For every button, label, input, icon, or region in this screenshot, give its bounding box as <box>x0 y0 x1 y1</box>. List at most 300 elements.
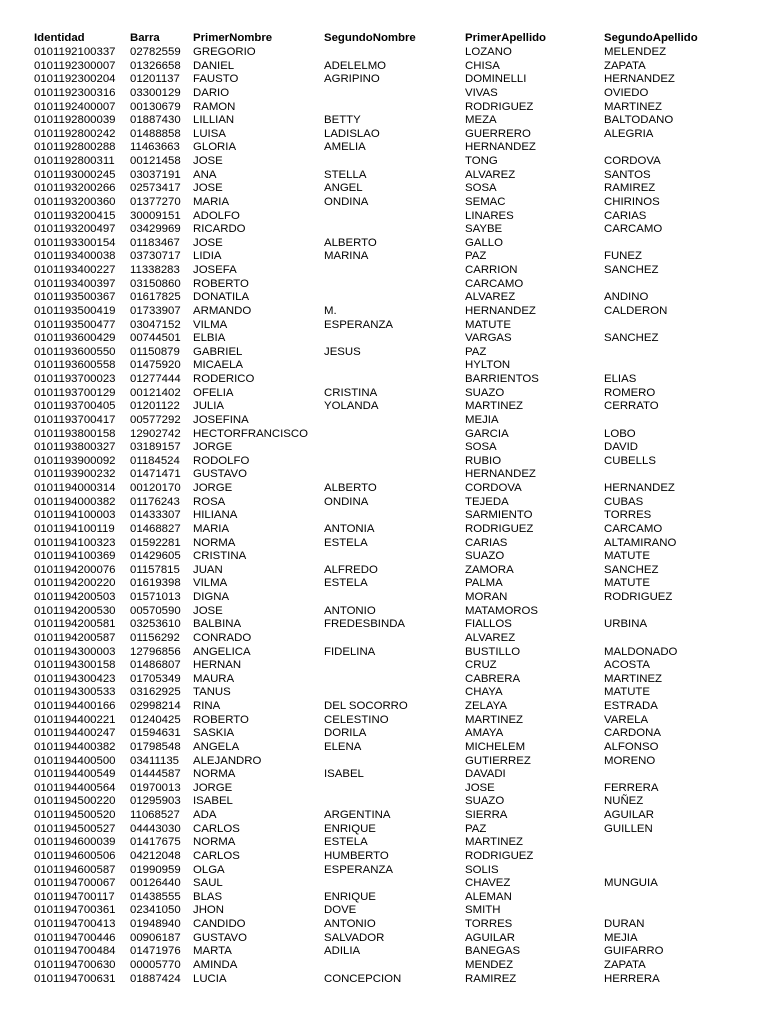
table-row <box>34 864 714 878</box>
cell-segundo-apellido: MATUTE <box>604 550 650 563</box>
cell-identidad: 0101193800327 <box>34 441 116 454</box>
cell-primer-apellido: HERNANDEZ <box>465 468 536 481</box>
cell-segundo-nombre: STELLA <box>324 168 367 181</box>
cell-segundo-apellido: MALDONADO <box>604 645 678 658</box>
cell-primer-nombre: HERNAN <box>193 659 242 672</box>
cell-segundo-nombre <box>324 632 465 646</box>
cell-barra: 01798548 <box>130 740 181 753</box>
cell-segundo-nombre: LADISLAO <box>324 127 380 140</box>
cell-primer-apellido: PALMA <box>465 577 503 590</box>
table-row <box>34 632 714 646</box>
cell-segundo-nombre <box>324 46 465 60</box>
header-barra: Barra <box>130 32 160 44</box>
cell-barra: 00121458 <box>130 155 181 167</box>
cell-primer-apellido: MEJIA <box>465 413 499 426</box>
table-row <box>34 237 714 251</box>
cell-identidad: 0101193500367 <box>34 291 116 304</box>
cell-segundo-apellido: HERRERA <box>604 972 660 985</box>
cell-primer-nombre: VILMA <box>193 318 228 331</box>
cell-barra: 01277444 <box>130 373 181 385</box>
cell-segundo-nombre: ENRIQUE <box>324 890 376 903</box>
cell-barra: 02782559 <box>130 46 181 58</box>
cell-segundo-nombre: ANTONIO <box>324 918 376 930</box>
cell-identidad: 0101194700361 <box>34 904 116 917</box>
cell-identidad: 0101194700484 <box>34 945 116 958</box>
cell-primer-nombre: DARIO <box>193 86 230 99</box>
cell-segundo-nombre: ADELELMO <box>324 59 387 72</box>
cell-identidad: 0101193700417 <box>34 413 116 426</box>
cell-identidad: 0101193200497 <box>34 223 116 236</box>
header-row <box>34 30 714 46</box>
table-row <box>34 795 714 809</box>
cell-segundo-apellido: CUBAS <box>604 495 644 508</box>
cell-segundo-apellido: CORDOVA <box>604 155 661 167</box>
table-row <box>34 550 714 564</box>
cell-primer-nombre: DANIEL <box>193 59 235 72</box>
cell-primer-apellido: HYLTON <box>465 359 511 372</box>
cell-barra: 01326658 <box>130 59 181 72</box>
cell-identidad: 0101193200415 <box>34 209 116 222</box>
cell-identidad: 0101192800039 <box>34 114 116 127</box>
cell-segundo-apellido: ESTRADA <box>604 700 658 712</box>
cell-primer-apellido: PAZ <box>465 250 487 263</box>
cell-segundo-nombre: M. <box>324 304 337 317</box>
cell-primer-apellido: MARTINEZ <box>465 400 524 413</box>
header-primer-apellido: PrimerApellido <box>465 32 547 44</box>
cell-segundo-nombre <box>324 428 465 442</box>
cell-identidad: 0101193300154 <box>34 236 116 249</box>
cell-identidad: 0101192400007 <box>34 100 116 113</box>
cell-identidad: 0101194200076 <box>34 563 116 576</box>
cell-segundo-apellido: GUILLEN <box>604 822 653 835</box>
cell-segundo-apellido: MUNGUIA <box>604 877 658 890</box>
cell-barra: 01444587 <box>130 768 181 781</box>
cell-barra: 02341050 <box>130 904 181 917</box>
cell-segundo-nombre <box>324 591 465 605</box>
cell-barra: 01377270 <box>130 195 181 208</box>
table-row <box>34 414 714 428</box>
cell-barra: 03429969 <box>130 223 181 236</box>
cell-segundo-apellido: SANCHEZ <box>604 563 659 576</box>
cell-barra: 01471976 <box>130 945 181 958</box>
cell-segundo-apellido: CALDERON <box>604 304 668 317</box>
table-row <box>34 359 714 373</box>
cell-barra: 01471471 <box>130 468 181 481</box>
cell-segundo-nombre: ONDINA <box>324 495 369 508</box>
table-row <box>34 305 714 319</box>
cell-barra: 01887430 <box>130 114 181 127</box>
cell-barra: 01705349 <box>130 672 181 685</box>
cell-primer-apellido: GUTIERREZ <box>465 754 531 767</box>
table-row <box>34 973 714 987</box>
cell-barra: 30009151 <box>130 209 181 222</box>
cell-barra: 00130679 <box>130 100 181 113</box>
table-row <box>34 700 714 714</box>
cell-primer-apellido: LINARES <box>465 209 514 222</box>
cell-primer-apellido: CRUZ <box>465 659 497 672</box>
cell-primer-apellido: MICHELEM <box>465 740 526 753</box>
cell-barra: 01948940 <box>130 918 181 930</box>
header-segundo-apellido: SegundoApellido <box>604 32 698 44</box>
cell-identidad: 0101194300533 <box>34 686 116 699</box>
cell-segundo-nombre <box>324 550 465 564</box>
cell-segundo-apellido: CARCAMO <box>604 522 663 535</box>
cell-identidad: 0101194100003 <box>34 509 116 522</box>
cell-segundo-nombre: SALVADOR <box>324 931 385 944</box>
table-row <box>34 87 714 101</box>
table-row <box>34 959 714 973</box>
cell-primer-apellido: ALEMAN <box>465 890 512 903</box>
cell-segundo-apellido: CARDONA <box>604 727 661 740</box>
cell-barra: 01733907 <box>130 304 181 317</box>
cell-identidad: 0101193800158 <box>34 427 116 440</box>
table-row <box>34 468 714 482</box>
cell-segundo-nombre <box>324 291 465 305</box>
cell-segundo-apellido: ALFONSO <box>604 740 659 753</box>
cell-barra: 11068527 <box>130 809 180 821</box>
cell-segundo-nombre: ONDINA <box>324 195 369 208</box>
cell-segundo-nombre: YOLANDA <box>324 400 379 413</box>
table-row <box>34 73 714 87</box>
cell-primer-apellido: AGUILAR <box>465 931 516 944</box>
cell-segundo-apellido: FERRERA <box>604 781 659 794</box>
cell-segundo-nombre <box>324 210 465 224</box>
table-row <box>34 441 714 455</box>
cell-identidad: 0101194300003 <box>34 645 116 658</box>
cell-barra: 01295903 <box>130 795 181 808</box>
cell-segundo-nombre: ESPERANZA <box>324 863 393 876</box>
cell-primer-apellido: CARIAS <box>465 536 508 549</box>
cell-barra: 00570590 <box>130 604 181 617</box>
cell-segundo-nombre <box>324 278 465 292</box>
cell-primer-nombre: JORGE <box>193 781 233 794</box>
cell-identidad: 0101194000314 <box>34 482 116 494</box>
cell-barra: 00906187 <box>130 931 181 944</box>
cell-identidad: 0101193900232 <box>34 468 116 481</box>
table-row <box>34 319 714 333</box>
cell-barra: 11463663 <box>130 141 180 154</box>
cell-primer-nombre: JOSEFINA <box>193 413 249 426</box>
table-row <box>34 332 714 346</box>
cell-primer-nombre: JORGE <box>193 482 233 494</box>
cell-primer-apellido: GUERRERO <box>465 127 531 140</box>
cell-primer-apellido: RODRIGUEZ <box>465 849 534 862</box>
cell-primer-apellido: CHAVEZ <box>465 877 511 890</box>
cell-segundo-apellido: VARELA <box>604 713 649 726</box>
cell-identidad: 0101194000382 <box>34 495 116 508</box>
cell-segundo-nombre <box>324 223 465 237</box>
cell-segundo-nombre <box>324 87 465 101</box>
table-row <box>34 250 714 264</box>
cell-identidad: 0101194700446 <box>34 931 116 944</box>
cell-segundo-nombre: DORILA <box>324 727 367 740</box>
cell-segundo-apellido: ROMERO <box>604 386 656 399</box>
cell-barra: 12796856 <box>130 645 181 658</box>
cell-primer-nombre: GUSTAVO <box>193 468 248 481</box>
cell-primer-nombre: JOSE <box>193 182 223 195</box>
cell-identidad: 0101194400247 <box>34 727 116 740</box>
cell-primer-apellido: SEMAC <box>465 195 506 208</box>
cell-primer-apellido: SOSA <box>465 182 497 195</box>
cell-segundo-apellido: ALTAMIRANO <box>604 536 677 549</box>
cell-segundo-apellido: SANTOS <box>604 168 651 181</box>
cell-primer-apellido: SUAZO <box>465 550 505 563</box>
cell-segundo-apellido: SANCHEZ <box>604 264 659 276</box>
cell-segundo-apellido: ZAPATA <box>604 59 646 72</box>
cell-segundo-apellido <box>604 891 714 905</box>
cell-barra: 01176243 <box>130 495 180 508</box>
cell-identidad: 0101193000245 <box>34 168 116 181</box>
cell-identidad: 0101194600587 <box>34 863 116 876</box>
cell-identidad: 0101192300007 <box>34 59 116 72</box>
cell-primer-nombre: ROSA <box>193 495 226 508</box>
table-row <box>34 918 714 932</box>
cell-primer-apellido: TONG <box>465 155 498 167</box>
cell-segundo-nombre: HUMBERTO <box>324 849 389 862</box>
cell-identidad: 0101194200581 <box>34 618 116 631</box>
cell-barra: 03253610 <box>130 618 181 631</box>
cell-primer-nombre: CRISTINA <box>193 550 247 563</box>
cell-primer-nombre: ANGELICA <box>193 645 251 658</box>
cell-primer-nombre: JOSEFA <box>193 264 237 276</box>
cell-barra: 01488858 <box>130 127 181 140</box>
cell-segundo-nombre <box>324 414 465 428</box>
cell-identidad: 0101193700405 <box>34 400 116 413</box>
cell-identidad: 0101193600558 <box>34 359 116 372</box>
cell-segundo-nombre <box>324 509 465 523</box>
cell-primer-apellido: HERNANDEZ <box>465 304 536 317</box>
cell-primer-apellido: RAMIREZ <box>465 972 517 985</box>
table-row <box>34 455 714 469</box>
cell-barra: 00577292 <box>130 413 181 426</box>
cell-primer-nombre: JHON <box>193 904 225 917</box>
cell-segundo-apellido: BALTODANO <box>604 114 674 127</box>
cell-segundo-apellido: ALEGRIA <box>604 127 654 140</box>
cell-primer-apellido: BARRIENTOS <box>465 373 539 385</box>
table-row <box>34 577 714 591</box>
table-row <box>34 823 714 837</box>
cell-primer-nombre: CANDIDO <box>193 918 246 930</box>
cell-identidad: 0101194200530 <box>34 604 116 617</box>
cell-identidad: 0101193600550 <box>34 345 116 358</box>
cell-segundo-nombre: ESTELA <box>324 536 368 549</box>
table-row <box>34 836 714 850</box>
cell-segundo-apellido: SANCHEZ <box>604 332 659 345</box>
cell-primer-apellido: RODRIGUEZ <box>465 522 534 535</box>
table-row <box>34 891 714 905</box>
table-row <box>34 169 714 183</box>
cell-identidad: 0101193400397 <box>34 277 116 290</box>
cell-segundo-apellido: LOBO <box>604 427 636 440</box>
table-row <box>34 141 714 155</box>
cell-primer-apellido: ALVAREZ <box>465 631 516 644</box>
cell-barra: 03300129 <box>130 86 181 99</box>
table-row <box>34 605 714 619</box>
table-row <box>34 673 714 687</box>
cell-primer-apellido: ZAMORA <box>465 563 514 576</box>
table-row <box>34 537 714 551</box>
cell-barra: 01201122 <box>130 400 180 413</box>
cell-segundo-apellido: MEJIA <box>604 931 638 944</box>
cell-segundo-nombre <box>324 441 465 455</box>
cell-segundo-apellido: URBINA <box>604 618 648 631</box>
cell-barra: 01150879 <box>130 345 180 358</box>
cell-segundo-apellido: DURAN <box>604 918 645 930</box>
cell-segundo-apellido: CARCAMO <box>604 223 663 236</box>
cell-primer-nombre: AMINDA <box>193 958 238 971</box>
cell-segundo-nombre: JESUS <box>324 345 361 358</box>
cell-segundo-nombre <box>324 795 465 809</box>
cell-segundo-apellido: DAVID <box>604 441 638 454</box>
cell-primer-nombre: GREGORIO <box>193 46 256 58</box>
cell-primer-nombre: DONATILA <box>193 291 250 304</box>
records-table <box>34 30 714 986</box>
cell-primer-apellido: MATUTE <box>465 318 511 331</box>
cell-segundo-apellido <box>604 768 714 782</box>
cell-segundo-apellido <box>604 632 714 646</box>
cell-primer-nombre: CARLOS <box>193 822 240 835</box>
cell-segundo-nombre: ALBERTO <box>324 482 377 494</box>
cell-segundo-apellido: CARIAS <box>604 209 647 222</box>
cell-primer-nombre: JULIA <box>193 400 225 413</box>
cell-primer-nombre: RODERICO <box>193 373 255 385</box>
cell-barra: 00120170 <box>130 482 181 494</box>
cell-barra: 01417675 <box>130 836 181 849</box>
cell-primer-nombre: MICAELA <box>193 359 244 372</box>
cell-segundo-nombre <box>324 332 465 346</box>
table-row <box>34 591 714 605</box>
table-row <box>34 114 714 128</box>
cell-primer-apellido: GARCIA <box>465 427 509 440</box>
cell-segundo-nombre <box>324 359 465 373</box>
table-row <box>34 101 714 115</box>
cell-primer-nombre: GLORIA <box>193 141 237 154</box>
cell-segundo-nombre <box>324 101 465 115</box>
table-row <box>34 210 714 224</box>
cell-primer-nombre: ELBIA <box>193 332 226 345</box>
table-row <box>34 400 714 414</box>
cell-segundo-apellido: OVIEDO <box>604 86 649 99</box>
cell-primer-apellido: CHAYA <box>465 686 503 699</box>
cell-segundo-apellido: AGUILAR <box>604 809 655 821</box>
cell-primer-apellido: VIVAS <box>465 86 498 99</box>
table-row <box>34 428 714 442</box>
cell-identidad: 0101193700023 <box>34 373 116 385</box>
cell-primer-nombre: CARLOS <box>193 849 240 862</box>
cell-barra: 03162925 <box>130 686 181 699</box>
cell-barra: 01970013 <box>130 781 181 794</box>
cell-segundo-apellido: RODRIGUEZ <box>604 591 673 603</box>
cell-segundo-apellido <box>604 414 714 428</box>
cell-primer-nombre: MAURA <box>193 672 235 685</box>
cell-primer-nombre: RICARDO <box>193 223 246 236</box>
cell-identidad: 0101194400221 <box>34 713 116 726</box>
cell-identidad: 0101194100119 <box>34 522 115 535</box>
cell-primer-apellido: CABRERA <box>465 672 521 685</box>
cell-segundo-apellido: MARTINEZ <box>604 100 663 113</box>
cell-segundo-apellido <box>604 346 714 360</box>
cell-barra: 01486807 <box>130 659 181 672</box>
cell-primer-nombre: NORMA <box>193 536 236 549</box>
cell-identidad: 0101194100323 <box>34 536 116 549</box>
cell-primer-nombre: GUSTAVO <box>193 931 248 944</box>
cell-segundo-nombre: ELENA <box>324 740 362 753</box>
cell-primer-nombre: ROBERTO <box>193 277 249 290</box>
cell-segundo-apellido <box>604 359 714 373</box>
cell-primer-apellido: PAZ <box>465 345 487 358</box>
cell-segundo-apellido: CHIRINOS <box>604 195 660 208</box>
cell-segundo-apellido <box>604 864 714 878</box>
cell-segundo-apellido <box>604 278 714 292</box>
table-row <box>34 755 714 769</box>
cell-primer-nombre: TANUS <box>193 686 231 699</box>
table-row <box>34 714 714 728</box>
cell-segundo-apellido <box>604 141 714 155</box>
cell-identidad: 0101194700413 <box>34 918 116 930</box>
table-row <box>34 346 714 360</box>
cell-barra: 01156292 <box>130 631 180 644</box>
table-row <box>34 850 714 864</box>
cell-primer-nombre: JOSE <box>193 155 223 167</box>
cell-primer-apellido: MORAN <box>465 591 508 603</box>
cell-segundo-apellido: ACOSTA <box>604 659 650 672</box>
cell-primer-nombre: SASKIA <box>193 727 235 740</box>
table-row <box>34 646 714 660</box>
cell-barra: 01157815 <box>130 563 180 576</box>
cell-primer-nombre: ALEJANDRO <box>193 754 262 767</box>
cell-primer-nombre: RODOLFO <box>193 454 250 467</box>
cell-segundo-apellido: RAMIREZ <box>604 182 656 195</box>
cell-primer-nombre: ADA <box>193 809 217 821</box>
cell-identidad: 0101192300204 <box>34 73 116 86</box>
cell-identidad: 0101194400549 <box>34 768 116 781</box>
cell-primer-apellido: BUSTILLO <box>465 645 521 658</box>
cell-primer-apellido: DOMINELLI <box>465 73 527 86</box>
cell-identidad: 0101193900092 <box>34 454 116 467</box>
cell-barra: 04443030 <box>130 822 181 835</box>
cell-segundo-apellido: TORRES <box>604 509 652 522</box>
cell-segundo-nombre: DEL SOCORRO <box>324 700 408 712</box>
cell-barra: 01619398 <box>130 577 181 590</box>
cell-primer-nombre: LIDIA <box>193 250 222 263</box>
cell-primer-nombre: RINA <box>193 700 221 712</box>
cell-segundo-nombre: FREDESBINDA <box>324 618 406 631</box>
cell-identidad: 0101192800242 <box>34 127 116 140</box>
cell-primer-nombre: NORMA <box>193 768 236 781</box>
cell-primer-apellido: MENDEZ <box>465 958 514 971</box>
cell-segundo-apellido: HERNANDEZ <box>604 73 675 86</box>
cell-segundo-nombre: CELESTINO <box>324 713 389 726</box>
table-row <box>34 877 714 891</box>
cell-primer-nombre: LUISA <box>193 127 226 140</box>
cell-primer-apellido: SUAZO <box>465 795 505 808</box>
cell-segundo-apellido: CUBELLS <box>604 454 656 467</box>
table-row <box>34 523 714 537</box>
cell-segundo-apellido: NUÑEZ <box>604 795 644 808</box>
cell-identidad: 0101194200587 <box>34 631 116 644</box>
cell-primer-nombre: HECTORFRANCISCO <box>193 427 308 440</box>
cell-segundo-apellido: MATUTE <box>604 577 650 590</box>
cell-barra: 03189157 <box>130 441 181 454</box>
cell-primer-apellido: SIERRA <box>465 809 508 821</box>
cell-segundo-apellido: ELIAS <box>604 373 637 385</box>
cell-barra: 01990959 <box>130 863 181 876</box>
cell-primer-nombre: SAUL <box>193 877 223 890</box>
cell-segundo-apellido: FUNEZ <box>604 250 642 263</box>
cell-identidad: 0101194500220 <box>34 795 116 808</box>
header-segundo-nombre: SegundoNombre <box>324 32 416 44</box>
cell-segundo-nombre: ANGEL <box>324 182 363 195</box>
